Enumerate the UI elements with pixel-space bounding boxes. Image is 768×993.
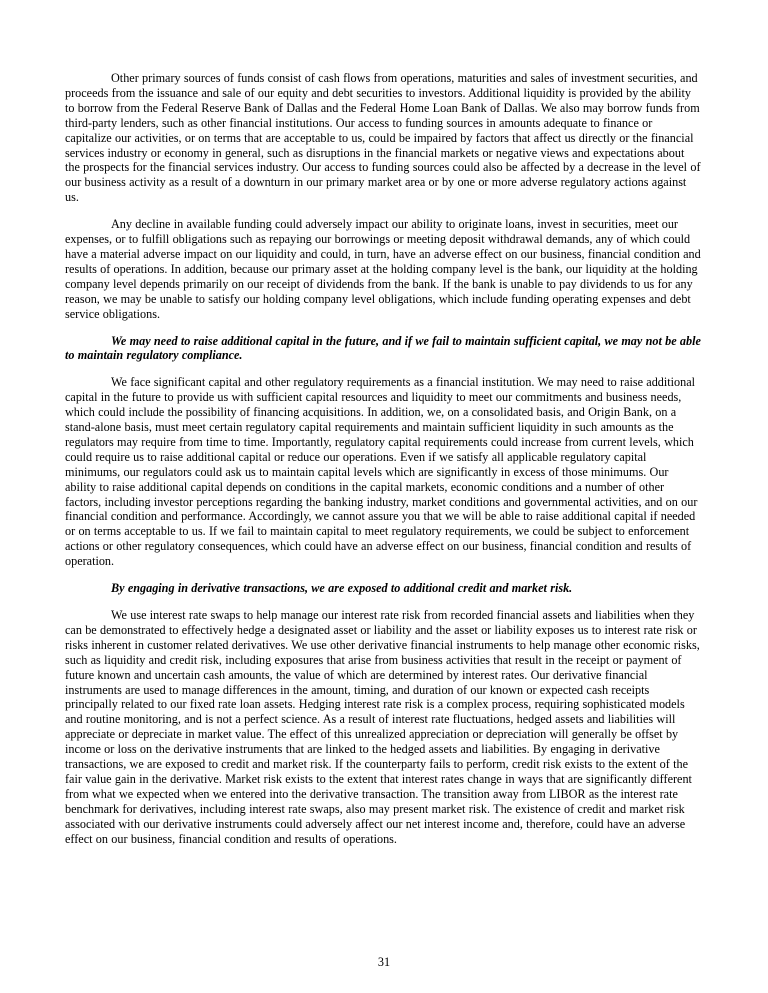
body-paragraph: We face significant capital and other regulatory requirements as a financial institution. We may need to raise additional capital in the future to provide us with sufficient capital resources and liquidity to meet our commitments and business needs, which could include the possibility of financing acquisitions. In addition, we, on a consolidated basis, and Origin Bank, on a stand-alone basis, must meet certain regulatory capital requirements and maintain sufficient liquidity in such amounts as the regulators may require from time to time. Importantly, regulatory capital requirements could increase from current levels, which could require us to raise additional capital or reduce our operations. Even if we satisfy all applicable regulatory capital minimums, our regulators could ask us to maintain capital levels which are significantly in excess of those minimums. Our ability to raise additional capital depends on conditions in the capital markets, economic conditions and a number of other factors, including investor perceptions regarding the banking industry, market conditions and governmental activities, and on our financial condition and performance. Accordingly, we cannot assure you that we will be able to raise additional capital if needed or on terms acceptable to us. If we fail to maintain capital to meet regulatory requirements, we could be subject to enforcement actions or other regulatory consequences, which could have an adverse effect on our business, financial condition and results of operation.: [65, 375, 698, 569]
body-paragraph: Any decline in available funding could adversely impact our ability to originate loans, invest in securities, meet our expenses, or to fulfill obligations such as repaying our borrowings or meeting deposit withdrawal demands, any of which could have a material adverse impact on our liquidity and could, in turn, have an adverse effect on our business, financial condition and results of operations. In addition, because our primary asset at the holding company level is the bank, our liquidity at the holding company level depends primarily on our receipt of dividends from the bank. If the bank is unable to pay dividends to us for any reason, we may be unable to satisfy our holding company level obligations, which include funding operating expenses and debt service obligations.: [65, 217, 701, 321]
page-number: 31: [377, 955, 391, 969]
body-paragraph: Other primary sources of funds consist of cash flows from operations, maturities and sales of investment securities, and proceeds from the issuance and sale of our equity and debt securities to investors. Additional liquidity is provided by the ability to borrow from the Federal Reserve Bank of Dallas and the Federal Home Loan Bank of Dallas. We also may borrow funds from third-party lenders, such as other financial institutions. Our access to funding sources in amounts adequate to finance or capitalize our activities, or on terms that are acceptable to us, could be impaired by factors that affect us directly or the financial services industry or economy in general, such as disruptions in the financial markets or negative views and expectations about the prospects for the financial services industry. Our access to funding sources could also be affected by a decrease in the level of our business activity as a result of a downturn in our primary market area or by one or more adverse regulatory actions against us.: [65, 71, 701, 205]
document-body: [65, 71, 701, 847]
body-paragraph: We use interest rate swaps to help manage our interest rate risk from recorded financial assets and liabilities when they can be demonstrated to effectively hedge a designated asset or liability and the asset or liability exposes us to interest rate risk or risks inherent in customer related derivatives. We use other derivative financial instruments to help manage other economic risks, such as liquidity and credit risk, including exposures that arise from business activities that result in the receipt or payment of future known and uncertain cash amounts, the value of which are determined by interest rates. Our derivative financial instruments are used to manage differences in the amount, timing, and duration of our known or expected cash receipts principally related to our fixed rate loan assets. Hedging interest rate risk is a complex process, requiring sophisticated models and routine monitoring, and is not a perfect science. As a result of interest rate fluctuations, hedged assets and liabilities will appreciate or depreciate in market value. The effect of this unrealized appreciation or depreciation will generally be offset by income or loss on the derivative instruments that are linked to the hedged assets and liabilities. By engaging in derivative transactions, we are exposed to credit and market risk. If the counterparty fails to perform, credit risk exists to the extent of the fair value gain in the derivative. Market risk exists to the extent that interest rates change in ways that are significantly different from what we expected when we entered into the derivative transaction. The transition away from LIBOR as the interest rate benchmark for derivatives, including interest rate swaps, also may present market risk. The existence of credit and market risk associated with our derivative instruments could adversely affect our net interest income and, therefore, could have an adverse effect on our business, financial condition and results of operations.: [65, 608, 700, 846]
risk-factor-heading: We may need to raise additional capital in the future, and if we fail to maintain sufficient capital, we may not be able to maintain regulatory compliance.: [65, 333, 701, 363]
risk-factor-heading: By engaging in derivative transactions, we are exposed to additional credit and market risk.: [111, 581, 573, 596]
